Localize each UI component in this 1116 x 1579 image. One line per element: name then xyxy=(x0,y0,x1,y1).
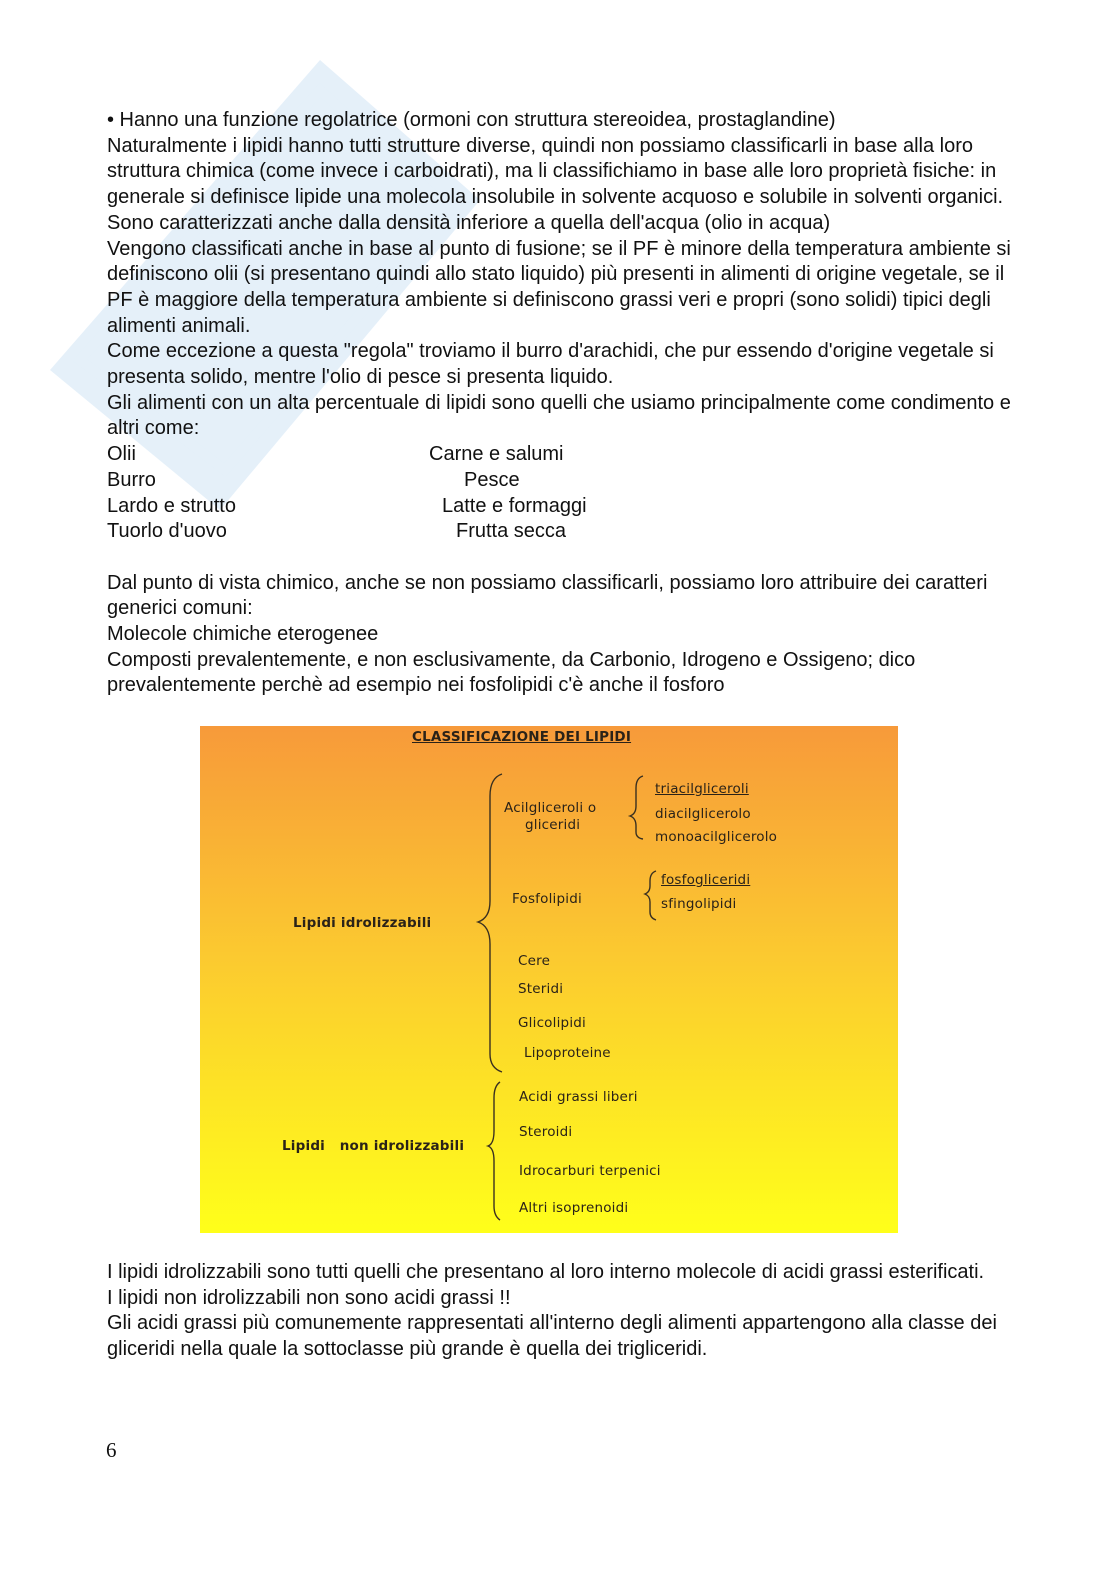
paragraph: Come eccezione a questa "regola" troviamo il burro d'arachidi, che pur essendo d'origine vegetale si presenta solido, mentre l'olio di pesce si presenta liquido. xyxy=(107,340,1000,389)
food-item: Carne e salumi xyxy=(429,443,564,466)
document-body xyxy=(107,108,1027,699)
paragraph: • Hanno una funzione regolatrice (ormoni con struttura stereoidea, prostaglandine) xyxy=(107,109,836,131)
label-cere: Cere xyxy=(518,953,551,969)
foods-list xyxy=(107,442,1027,545)
page-number: 6 xyxy=(106,1438,117,1462)
figure-title: CLASSIFICAZIONE DEI LIPIDI xyxy=(412,729,632,745)
food-item: Pesce xyxy=(464,468,520,491)
paragraph: Vengono classificati anche in base al punto di fusione; se il PF è minore della temperatura ambiente si definiscono olii (si presentano quindi allo stato liquido) più presenti in alimenti di origine vegetale, se il PF è maggiore della temperatura ambiente si definiscono grassi veri e propri (sono solidi) tipici degli alimenti animali. xyxy=(107,237,1017,337)
label-diacilglicerolo: diacilglicerolo xyxy=(655,806,751,822)
label-lipoproteine: Lipoproteine xyxy=(524,1045,611,1061)
paragraph: Dal punto di vista chimico, anche se non possiamo classificarli, possiamo loro attribuire dei caratteri generici comuni: xyxy=(107,571,993,620)
label-fosfolipidi: Fosfolipidi xyxy=(512,891,582,907)
food-item: Lardo e strutto xyxy=(107,494,236,517)
paragraph: Composti prevalentemente, e non esclusivamente, da Carbonio, Idrogeno e Ossigeno; dico prevalentemente perchè ad esempio nei fosfolipidi c'è anche il fosforo xyxy=(107,648,921,697)
label-steridi: Steridi xyxy=(518,981,564,997)
paragraph: I lipidi non idrolizzabili non sono acidi grassi !! xyxy=(107,1286,511,1309)
food-item: Latte e formaggi xyxy=(442,494,587,517)
label-isoprenoidi: Altri isoprenoidi xyxy=(519,1200,629,1216)
label-glicolipidi: Glicolipidi xyxy=(518,1015,586,1031)
document-body-bottom xyxy=(107,1260,1027,1363)
food-item: Burro xyxy=(107,468,156,491)
paragraph: Sono caratterizzati anche dalla densità inferiore a quella dell'acqua (olio in acqua) xyxy=(107,211,831,234)
label-gliceridi: gliceridi xyxy=(525,817,581,833)
paragraph: Gli alimenti con un alta percentuale di lipidi sono quelli che usiamo principalmente come condimento e altri come: xyxy=(107,391,1017,440)
lipid-classification-figure xyxy=(200,726,898,1233)
label-idrolizzabili: Lipidi idrolizzabili xyxy=(293,915,432,931)
label-triacilgliceroli: triacilgliceroli xyxy=(655,781,749,797)
label-monoacilglicerolo: monoacilglicerolo xyxy=(655,829,778,845)
label-fosfogliceridi: fosfogliceridi xyxy=(661,872,751,888)
paragraph: Gli acidi grassi più comunemente rappresentati all'interno degli alimenti appartengono alla classe dei gliceridi nella quale la sottoclasse più grande è quella dei trigliceridi. xyxy=(107,1312,997,1361)
food-item: Frutta secca xyxy=(456,520,567,543)
paragraph: Molecole chimiche eterogenee xyxy=(107,623,379,646)
paragraph: I lipidi idrolizzabili sono tutti quelli che presentano al loro interno molecole di acidi grassi esterificati. xyxy=(107,1261,985,1283)
food-item: Tuorlo d'uovo xyxy=(107,520,227,543)
food-item: Olii xyxy=(107,443,136,466)
paragraph: Naturalmente i lipidi hanno tutti strutture diverse, quindi non possiamo classificarli in base alla loro struttura chimica (come invece i carboidrati), ma li classifichiamo in base alle loro proprietà fisiche: in generale si definisce lipide una molecola insolubile in solvente acquoso e solubile in solventi organici. xyxy=(107,134,1004,209)
label-non-idrolizzabili: Lipidi non idrolizzabili xyxy=(282,1138,465,1154)
label-sfingolipidi: sfingolipidi xyxy=(661,896,737,912)
label-acidi-grassi: Acidi grassi liberi xyxy=(519,1089,638,1105)
label-steroidi: Steroidi xyxy=(519,1124,573,1140)
label-acilgliceroli: Acilgliceroli o xyxy=(504,800,597,816)
label-idrocarburi: Idrocarburi terpenici xyxy=(519,1163,661,1179)
